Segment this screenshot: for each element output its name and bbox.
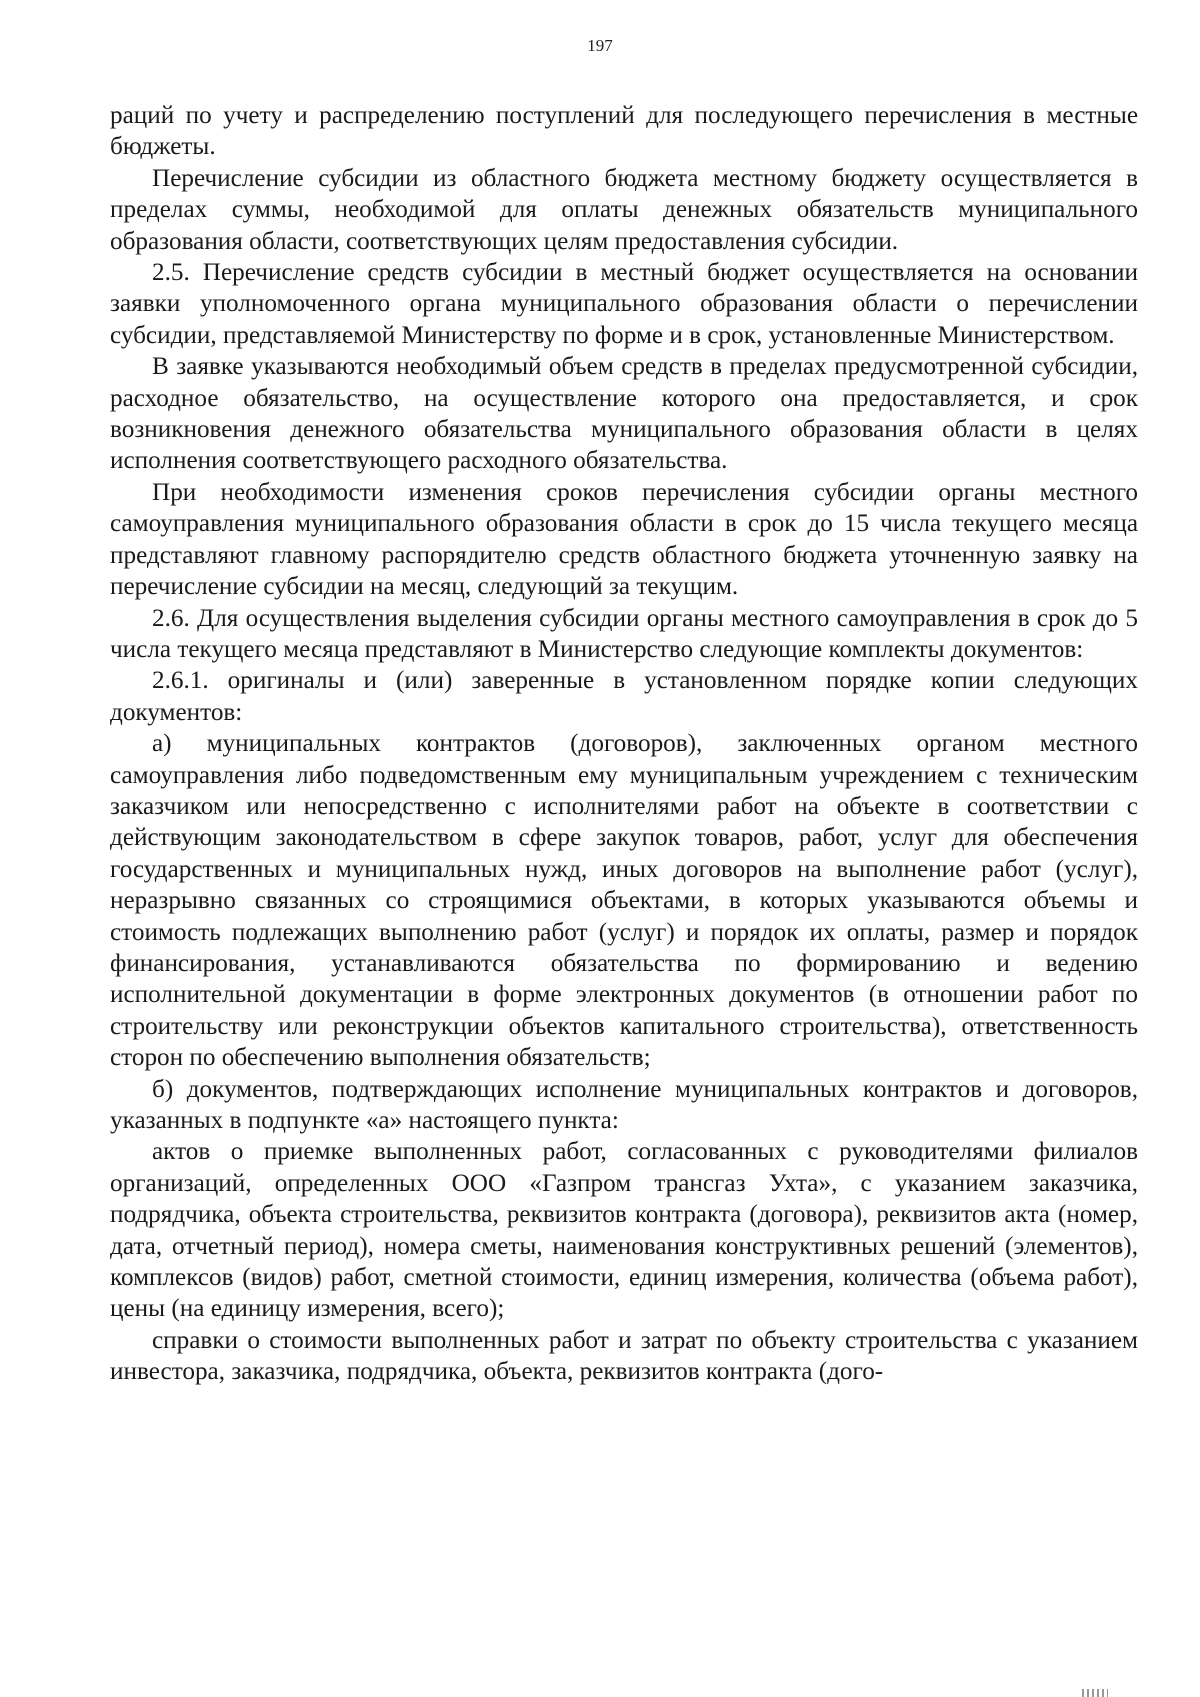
paragraph: При необходимости изменения сроков перечисления субсидии органы местного самоуправления муниципального образования области в срок до 15 числа текущего месяца представляют главному распорядителю средств областного бюджета уточненную заявку на перечисление субсидии на месяц, следующий за текущим.	[110, 478, 1138, 601]
paragraph: 2.6. Для осуществления выделения субсидии органы местного самоуправления в срок до 5 числа текущего месяца представляют в Министерство следующие комплекты документов:	[110, 604, 1138, 663]
paragraph: В заявке указываются необходимый объем средств в пределах предусмотренной субсидии, расходное обязательство, на осуществление которого она предоставляется, и срок возникновения денежного обязательства муниципального образования области в целях исполнения соответствующего расходного обязательства.	[110, 353, 1138, 475]
paragraph: справки о стоимости выполненных работ и затрат по объекту строительства с указанием инвестора, заказчика, подрядчика, объекта, реквизитов контракта (дого-	[110, 1326, 1138, 1386]
paragraph: актов о приемке выполненных работ, согласованных с руководителями филиалов организаций, определенных ООО «Газпром трансгаз Ухта», с указанием заказчика, подрядчика, объекта строительства, реквизитов контракта (договора), реквизитов акта (номер, дата, отчетный период), номера сметы, наименования конструктивных решений (элементов), комплексов (видов) работ, сметной стоимости, единиц измерения, количества (объема работ), цены (на единицу измерения, всего);	[110, 1138, 1138, 1323]
paragraph: Перечисление субсидии из областного бюджета местному бюджету осуществляется в пределах суммы, необходимой для оплаты денежных обязательств муниципального образования области, соответствующих целям предоставления субсидии.	[110, 164, 1138, 255]
body-text	[110, 100, 1138, 1388]
paragraph: 2.5. Перечисление средств субсидии в местный бюджет осуществляется на основании заявки уполномоченного органа муниципального образования области о перечислении субсидии, представляемой Министерству по форме и в срок, установленные Министерством.	[110, 259, 1138, 349]
paragraph: раций по учету и распределению поступлений для последующего перечисления в местные бюджеты.	[110, 102, 1138, 161]
scan-artifact	[1082, 1689, 1108, 1697]
paragraph: а) муниципальных контрактов (договоров), заключенных органом местного самоуправления либо подведомственным ему муниципальным учреждением с техническим заказчиком или непосредственно с исполнителями работ на объекте в соответствии с действующим законодательством в сфере закупок товаров, работ, услуг для обеспечения государственных и муниципальных нужд, иных договоров на выполнение работ (услуг), неразрывно связанных со строящимися объектами, в которых указываются объемы и стоимость подлежащих выполнению работ (услуг) и порядок их оплаты, размер и порядок финансирования, устанавливаются обязательства по формированию и ведению исполнительной документации в форме электронных документов (в отношении работ по строительству или реконструкции объектов капитального строительства), ответственность сторон по обеспечению выполнения обязательств;	[110, 730, 1138, 1072]
page-number: 197	[587, 36, 613, 55]
paragraph: 2.6.1. оригиналы и (или) заверенные в установленном порядке копии следующих документов:	[110, 667, 1138, 726]
paragraph: б) документов, подтверждающих исполнение муниципальных контрактов и договоров, указанных в подпункте «а» настоящего пункта:	[110, 1075, 1138, 1134]
